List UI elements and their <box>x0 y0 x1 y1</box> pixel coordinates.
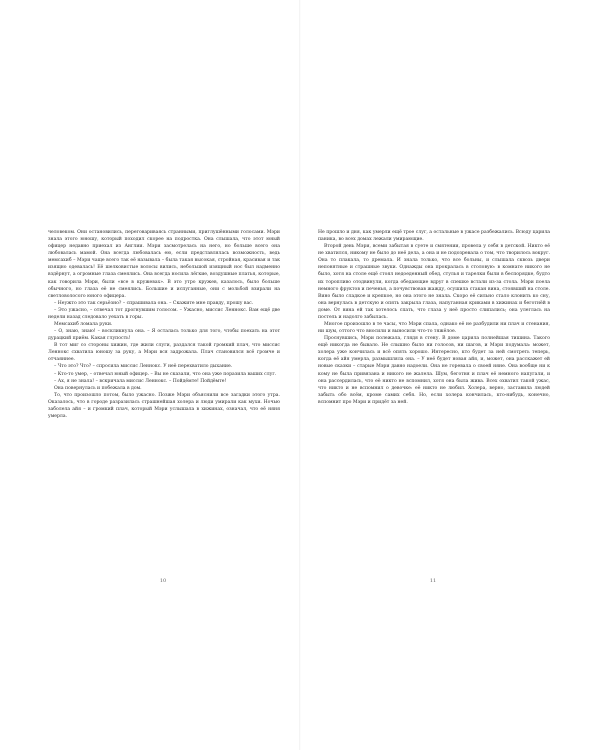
paragraph: Не прошло и дня, как умерли ещё трое слуг, а остальные в ужасе разбежались. Всюду царила паника, во всех домах лежали умирающие. <box>318 230 550 243</box>
paragraph: – Что это? Что? – спросила миссис Леннокс. У неё перехватило дыхание. <box>54 364 233 370</box>
paragraph: человеком. Они остановились, переговариваясь странными, приглушёнными голосами. Мэри знала этого юношу, который походил скорее на подростка. Она слышала, что этот юный офицер недавно приехал из Англии. Мэри засмотрелась на него, но больше всего она любовалась мамой. Она всегда любовалась ею, если представлялась возможность, ведь мемсахиб – Мэри чаще всего так её называла – была такая высокая, стройная, красивая и так изящно одевалась! Её шелковистые волосы вились, небольшой изящный нос был надменно вздёрнут, а огромные глаза смеялись. Она всегда носила лёгкие, воздушные платья, которые, как говорила Мэри, были «все в кружевах». В это утро кружев, казалось, было больше обычного, но глаза её не смеялись. Большие и испуганные, они с мольбой взирали на светловолосого юного офицера. <box>48 230 280 299</box>
paragraph: – Неужто это так серьёзно? – спрашивала она. – Скажите мне правду, прошу вас. <box>54 300 254 306</box>
right-page-number: 11 <box>429 578 437 584</box>
paragraph: Многое произошло в те часы, что Мэри спала, однако её не разбудили ни плач и стенания, ни шум, оттого что вносили и выносили что-то тяжёлое. <box>318 322 550 335</box>
right-page-text <box>318 229 550 406</box>
paragraph: Она повернулась и побежала в дом. <box>54 385 142 391</box>
paragraph: Проснувшись, Мэри полежала, глядя в стену. В доме царила полнейшая тишина. Такого ещё никогда не бывало. Не слышно было ни голосов, ни шагов, и Мэри подумала: может, холера уже кончилась и всё опять хорошо. Интересно, кто будет за ней смотреть теперь, когда её айя умерла, размышляла она. – У неё будет новая айя, и, может, она расскажет ей новые сказки – старые Мэри давно надоели. Она не горевала о своей няне. Она вообще ни к кому не была привязана и никого не жалела. Шум, беготня и плач её немного напугали, и она рассердилась, что её никто не вспомнил, хотя она была жива. Всех охватил такой ужас, что никто и не вспомнил о девочке: её никто не любил. Холера, верно, заставила людей забыть обо всём, кроме самих себя. Но, если холера кончилась, кто-нибудь, конечно, вспомнит про Мэри и придёт за ней. <box>318 336 550 405</box>
book-gutter <box>299 0 301 750</box>
paragraph: То, что произошло потом, было ужасно. Позже Мэри объяснили все загадки этого утра. Оказалось, что в городе разразилась страшнейшая холера и люди умирали как мухи. Ночью заболела айя – и громкий плач, который Мэри услышала в хижинах, означал, что её няня умерла. <box>48 392 280 420</box>
paragraph: – Кто-то умер, – отвечал юный офицер. – Вы не сказали, что она уже поразила ваших слуг. <box>54 371 277 377</box>
paragraph: В тот миг со стороны хижин, где жили слуги, раздался такой громкий плач, что миссис Леннокс схватила юношу за руку, а Мэри вся задрожала. Плач становился всё громче и отчаяннее. <box>48 343 280 363</box>
paragraph: Мемсахиб ломала руки. <box>54 322 113 328</box>
paragraph: Второй день Мэри, всеми забытая в суете и смятении, провела у себя в детской. Никто её не хватился, никому не было до неё дела, а она и не подозревала о том, что творилось вокруг. Она то плакала, то дремала. И знала только, что все больны, и слышала сквозь двери непонятные и страшные звуки. Однажды она прокралась в столовую: в комнате никого не было, хотя на столе ещё стоял недоеденный обед, стулья и тарелки были в беспорядке, будто их торопливо отодвинули, когда обедающие вдруг в спешке встали из-за стола. Мэри поела немного фруктов и печенья, а почувствовав жажду, осушила стакан вина, стоявший на столе. Вино было сладкое и крепкое, но она этого не знала. Скоро её сильно стало клонить ко сну, она вернулась в детскую и опять закрыла глаза, напуганная криками в хижинах и беготнёй в доме. От вина ей так хотелось спать, что глаза у неё просто слипались; она улеглась на постель и надолго забылась. <box>318 244 550 320</box>
paragraph: – Это ужасно, – отвечал тот дрогнувшим голосом. – Ужасно, миссис Леннокс. Вам ещё две недели назад следовало уехать в горы. <box>48 307 280 320</box>
paragraph: – Ах, я не знала! – вскричала миссис Леннокс. – Пойдёмте! Пойдёмте! <box>54 378 227 384</box>
paragraph: – О, знаю, знаю! – воскликнула она. – Я осталась только для того, чтобы поехать на этот дурацкий приём. Какая глупость! <box>48 329 280 342</box>
left-page-text <box>48 229 280 420</box>
left-page-number: 10 <box>159 578 167 584</box>
